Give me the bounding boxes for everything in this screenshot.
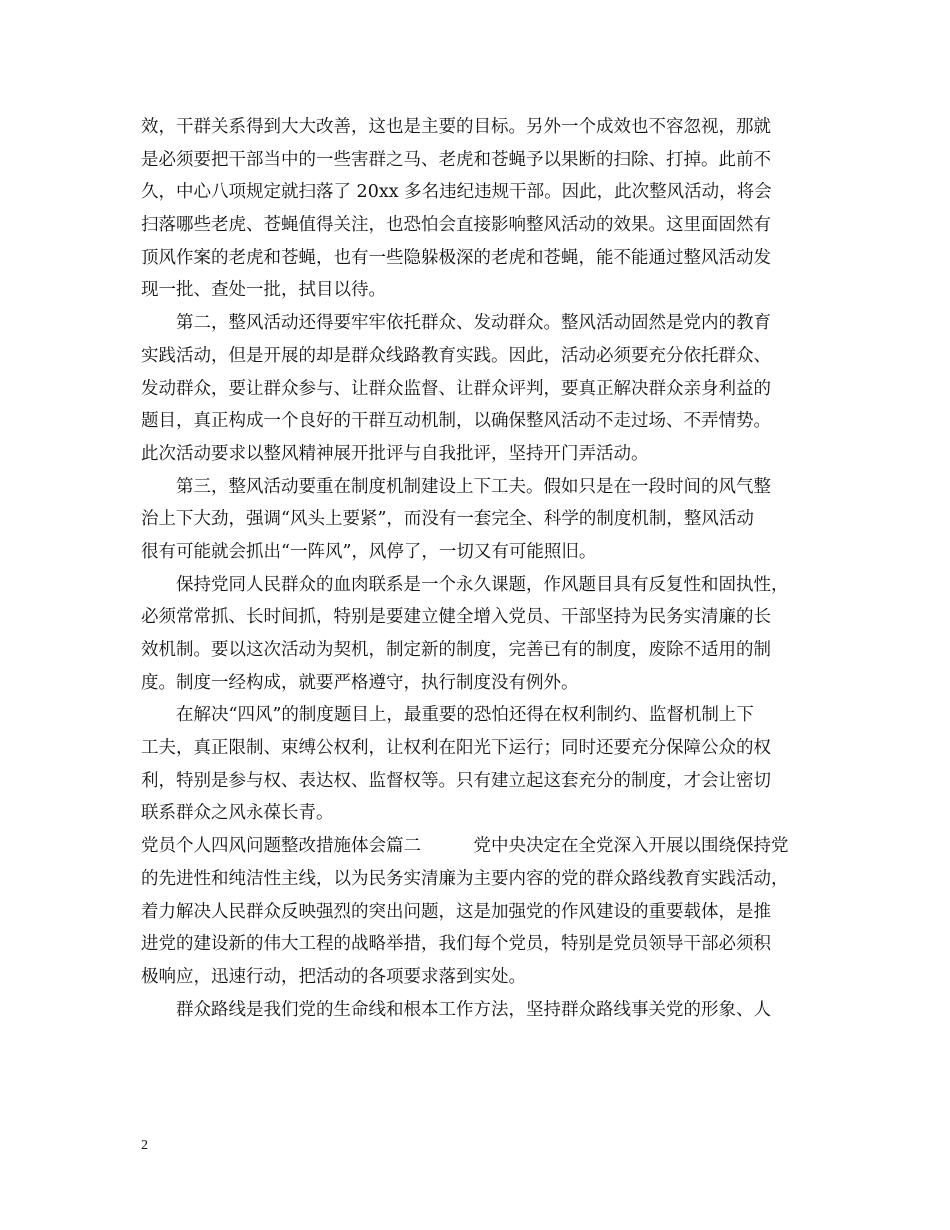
text-line: 顶风作案的老虎和苍蝇，也有一些隐躲极深的老虎和苍蝇，能不能通过整风活动发 xyxy=(141,247,771,268)
body-text xyxy=(141,111,816,1026)
text-line: 效，干群关系得到大大改善，这也是主要的目标。另外一个成效也不容忽视，那就 xyxy=(141,117,771,137)
text-line: 必须常常抓、长时间抓，特别是要建立健全增入党员、干部坚持为民务实清廉的长 xyxy=(141,607,771,628)
text-line: 保持党同人民群众的血肉联系是一个永久课题，作风题目具有反复性和固执性， xyxy=(141,574,789,595)
text-line: 在解决“四风”的制度题目上，最重要的恐怕还得在权利制约、监督机制上下 xyxy=(141,705,754,726)
text-line: 实践活动，但是开展的却是群众线路教育实践。因此，活动必须要充分依托群众、 xyxy=(141,345,771,366)
text-line: 着力解决人民群众反映强烈的突出问题，这是加强党的作风建设的重要载体，是推 xyxy=(141,901,771,922)
text-line: 现一批、查处一批，拭目以待。 xyxy=(141,280,386,301)
text-line: 度。制度一经构成，就要严格遵守，执行制度没有例外。 xyxy=(141,672,579,693)
text-line: 题目，真正构成一个良好的干群互动机制，以确保整风活动不走过场、不弄情势。 xyxy=(141,411,771,432)
text-line: 治上下大劲，强调“风头上要紧”，而没有一套完全、科学的制度机制，整风活动 xyxy=(141,509,754,530)
text-line: 第三，整风活动要重在制度机制建设上下工夫。假如只是在一段时间的风气整 xyxy=(141,476,771,497)
text-line: 进党的建设新的伟大工程的战略举措，我们每个党员，特别是党员领导干部必须积 xyxy=(141,934,771,955)
text-line: 极响应，迅速行动，把活动的各项要求落到实处。 xyxy=(141,966,526,987)
text-line: 第二，整风活动还得要牢牢依托群众、发动群众。整风活动固然是党内的教育 xyxy=(141,313,771,334)
text-line: 联系群众之风永葆长青。 xyxy=(141,803,334,824)
text-line: 扫落哪些老虎、苍蝇值得关注，也恐怕会直接影响整风活动的效果。这里面固然有 xyxy=(141,215,771,236)
text-line: 久，中心八项规定就扫落了 20xx 多名违纪违规干部。因此，此次整风活动，将会 xyxy=(141,182,772,203)
text-line: 利，特别是参与权、表达权、监督权等。只有建立起这套充分的制度，才会让密切 xyxy=(141,770,771,791)
text-line: 的先进性和纯洁性主线，以为民务实清廉为主要内容的党的群众路线教育实践活动， xyxy=(141,868,789,889)
text-line: 此次活动要求以整风精神展开批评与自我批评，坚持开门弄活动。 xyxy=(141,443,649,464)
text-line: 效机制。要以这次活动为契机，制定新的制度，完善已有的制度，废除不适用的制 xyxy=(141,640,771,660)
text-line: 是必须要把干部当中的一些害群之马、老虎和苍蝇予以果断的扫除、打掉。此前不 xyxy=(141,149,771,170)
text-line: 发动群众，要让群众参与、让群众监督、让群众评判，要真正解决群众亲身利益的 xyxy=(141,378,771,399)
text-line: 很有可能就会抓出“一阵风”，风停了，一切又有可能照旧。 xyxy=(141,541,597,562)
text-line: 工夫，真正限制、束缚公权利，让权利在阳光下运行；同时还要充分保障公众的权 xyxy=(141,738,771,759)
text-line: 群众路线是我们党的生命线和根本工作方法，坚持群众路线事关党的形象、人 xyxy=(141,999,771,1020)
page-number: 2 xyxy=(141,1138,148,1153)
text-line: 党员个人四风问题整改措施体会篇二 党中央决定在全党深入开展以围绕保持党 xyxy=(141,836,789,857)
